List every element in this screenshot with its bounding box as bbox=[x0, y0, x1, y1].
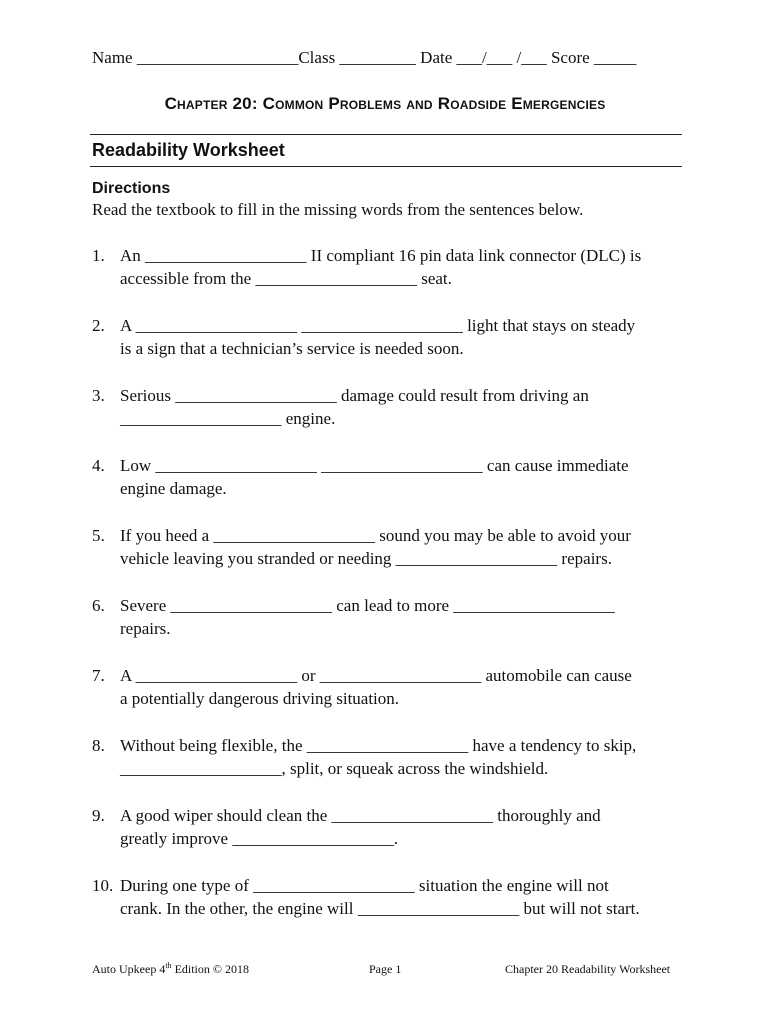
question-text bbox=[120, 594, 688, 640]
question-item bbox=[92, 244, 692, 314]
question-text bbox=[120, 664, 688, 710]
question-line-2: crank. In the other, the engine will ___________________ but will not start. bbox=[120, 899, 640, 918]
question-line-2: greatly improve ___________________. bbox=[120, 829, 399, 848]
question-text bbox=[120, 874, 688, 920]
question-number: 2. bbox=[92, 316, 105, 335]
question-item bbox=[92, 454, 692, 524]
question-item bbox=[92, 664, 692, 734]
footer-edition bbox=[92, 962, 249, 977]
worksheet-title: Readability Worksheet bbox=[92, 140, 285, 160]
question-line-1: Low ___________________ ___________________ can cause immediate bbox=[120, 456, 629, 475]
divider-top bbox=[90, 134, 682, 135]
question-item bbox=[92, 734, 692, 804]
question-number: 6. bbox=[92, 596, 105, 615]
question-line-2: ___________________, split, or squeak across the windshield. bbox=[120, 759, 549, 778]
question-item bbox=[92, 314, 692, 384]
question-line-2: is a sign that a technician’s service is needed soon. bbox=[120, 339, 464, 358]
question-line-2: a potentially dangerous driving situation. bbox=[120, 689, 400, 708]
question-number: 10. bbox=[92, 876, 114, 895]
question-line-1: Without being flexible, the ___________________ have a tendency to skip, bbox=[120, 736, 637, 755]
question-item bbox=[92, 804, 692, 874]
question-line-1: A ___________________ or ___________________ automobile can cause bbox=[120, 666, 632, 685]
footer-edition-sup: th bbox=[165, 961, 172, 970]
question-line-1: If you heed a ___________________ sound you may be able to avoid your bbox=[120, 526, 631, 545]
question-text bbox=[120, 734, 688, 780]
question-number: 9. bbox=[92, 806, 105, 825]
question-line-1: During one type of ___________________ situation the engine will not bbox=[120, 876, 609, 895]
footer-page-number: Page 1 bbox=[369, 962, 402, 976]
question-item bbox=[92, 874, 692, 944]
question-item bbox=[92, 524, 692, 594]
divider-bottom bbox=[90, 166, 682, 167]
question-item bbox=[92, 384, 692, 454]
footer-edition-suffix: Edition © 2018 bbox=[171, 962, 250, 976]
footer-worksheet-name: Chapter 20 Readability Worksheet bbox=[505, 962, 671, 976]
question-line-1: Serious ___________________ damage could result from driving an bbox=[120, 386, 589, 405]
student-info-line: Name ___________________Class _________ Date ___/___ /___ Score _____ bbox=[92, 48, 637, 67]
question-line-2: ___________________ engine. bbox=[120, 409, 336, 428]
question-number: 5. bbox=[92, 526, 105, 545]
directions-heading: Directions bbox=[92, 180, 171, 197]
question-number: 1. bbox=[92, 246, 105, 265]
question-number: 3. bbox=[92, 386, 105, 405]
question-text bbox=[120, 804, 688, 850]
question-number: 7. bbox=[92, 666, 105, 685]
question-text bbox=[120, 314, 688, 360]
footer-edition-prefix: Auto Upkeep 4 bbox=[92, 962, 166, 976]
question-text bbox=[120, 454, 688, 500]
question-line-1: An ___________________ II compliant 16 pin data link connector (DLC) is bbox=[120, 246, 642, 265]
question-line-2: repairs. bbox=[120, 619, 171, 638]
question-line-1: A good wiper should clean the ___________________ thoroughly and bbox=[120, 806, 601, 825]
question-list bbox=[92, 244, 692, 944]
question-line-1: Severe ___________________ can lead to more ___________________ bbox=[120, 596, 615, 615]
question-line-2: vehicle leaving you stranded or needing ___________________ repairs. bbox=[120, 549, 612, 568]
question-text bbox=[120, 244, 688, 290]
question-line-2: engine damage. bbox=[120, 479, 227, 498]
question-line-1: A ___________________ ___________________ light that stays on steady bbox=[120, 316, 636, 335]
directions-text: Read the textbook to fill in the missing words from the sentences below. bbox=[92, 200, 584, 219]
question-line-2: accessible from the ___________________ seat. bbox=[120, 269, 452, 288]
question-item bbox=[92, 594, 692, 664]
question-number: 8. bbox=[92, 736, 105, 755]
question-text bbox=[120, 384, 688, 430]
question-text bbox=[120, 524, 688, 570]
chapter-title: Chapter 20: Common Problems and Roadside Emergencies bbox=[164, 94, 606, 113]
question-number: 4. bbox=[92, 456, 105, 475]
